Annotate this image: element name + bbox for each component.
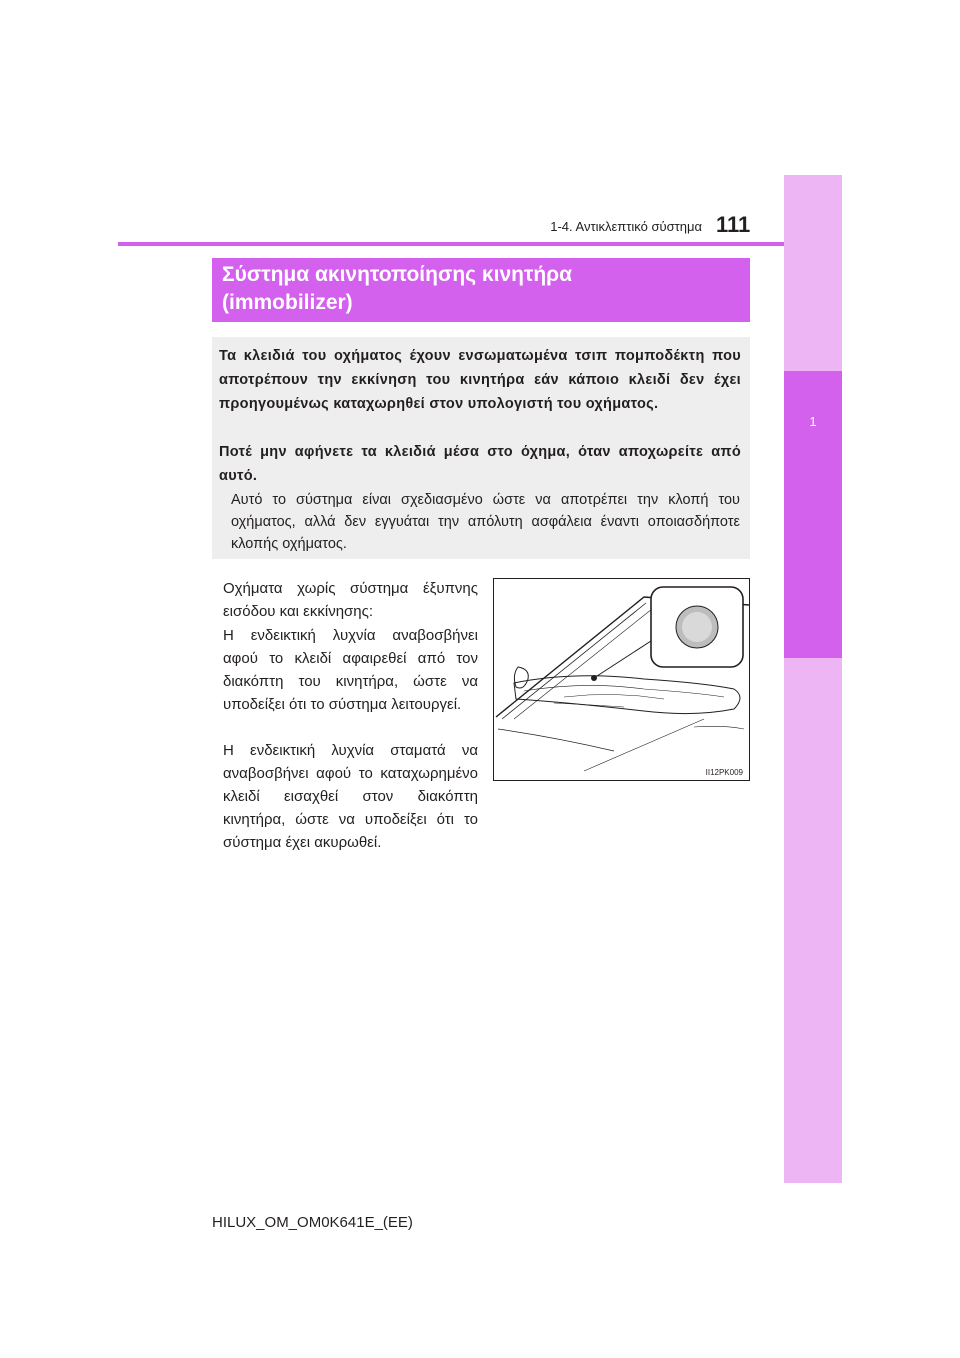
page-title-line-2: (immobilizer) xyxy=(222,291,353,314)
body-paragraph-2: Η ενδεικτική λυχνία αναβοσβήνει αφού το κλειδί αφαιρεθεί από τον διακόπτη του κινητήρα, ώστε να υποδείξει ότι το σύστημα λειτουργεί. xyxy=(223,627,478,713)
header-rule xyxy=(118,242,784,246)
body-paragraph-3: Η ενδεικτική λυχνία σταματά να αναβοσβήνει αφού το καταχωρημένο κλειδί εισαχθεί στον διακόπτη κινητήρα, ώστε να υποδείξει ότι το σύστημα έχει ακυρωθεί. xyxy=(223,742,478,851)
page-title xyxy=(222,261,742,317)
chapter-title: Για ασφάλεια και προστασία xyxy=(867,444,882,606)
intro-normal-paragraph: Αυτό το σύστημα είναι σχεδιασμένο ώστε να αποτρέπει την κλοπή του οχήματος, αλλά δεν εγγυάται την απόλυτη ασφάλεια έναντι οποιασδήποτε κλοπής οχήματος. xyxy=(231,492,740,552)
page-number: 111 xyxy=(716,212,751,237)
footer-doc-code: HILUX_OM_OM0K641E_(EE) xyxy=(212,1214,413,1231)
section-label: 1-4. Αντικλεπτικό σύστημα xyxy=(550,219,702,234)
intro-bold-paragraph-2: Ποτέ μην αφήνετε τα κλειδιά μέσα στο όχημα, όταν αποχωρείτε από αυτό. xyxy=(219,444,741,484)
side-tab xyxy=(784,175,842,1183)
chapter-number: 1 xyxy=(809,414,817,429)
page-title-line-1: Σύστημα ακινητοποίησης κινητήρα xyxy=(222,263,573,286)
dashboard-illustration xyxy=(494,579,750,781)
figure-code: II12PK009 xyxy=(705,768,743,777)
body-paragraph-1: Οχήματα χωρίς σύστημα έξυπνης εισόδου και εκκίνησης: xyxy=(223,580,478,620)
immobilizer-indicator-figure xyxy=(493,578,750,781)
intro-bold-paragraph-1: Τα κλειδιά του οχήματος έχουν ενσωματωμένα τσιπ πομποδέκτη που αποτρέπουν την εκκίνηση του κινητήρα εάν κάποιο κλειδί δεν έχει προηγουμένως καταχωρηθεί στον υπολογιστή του οχήματος. xyxy=(219,348,741,412)
